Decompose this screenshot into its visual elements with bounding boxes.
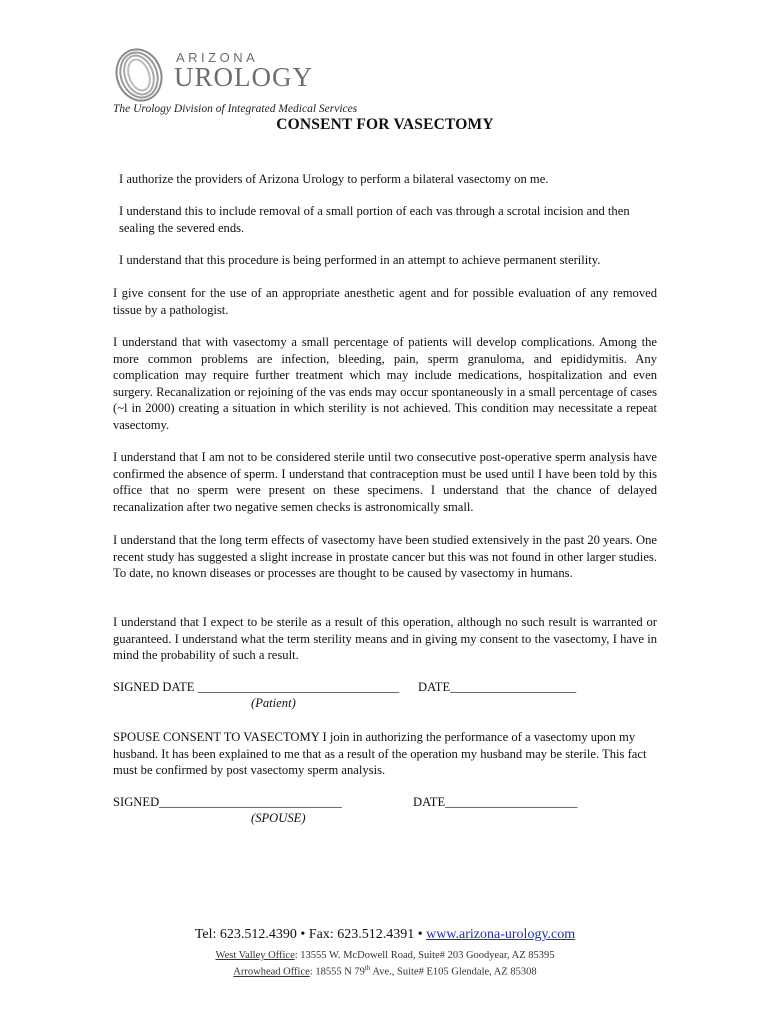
logo-arizona-text: ARIZONA — [176, 50, 259, 65]
paragraph-anesthetic: I give consent for the use of an appropriate anesthetic agent and for possible evaluation of any removed tissue by a pathologist. — [113, 286, 657, 317]
footer-contact — [0, 927, 770, 943]
footer-office-west-valley — [0, 950, 770, 961]
division-subtitle: The Urology Division of Integrated Medical Services — [113, 103, 358, 115]
paragraph-sterility: I understand that this procedure is being performed in an attempt to achieve permanent sterility. — [119, 253, 601, 267]
paragraph-long-term-effects: I understand that the long term effects of vasectomy have been studied extensively in the past 20 years. One recent study has suggested a slight increase in prostate cancer but this was not found in other larger studies. To date, no known diseases or processes are thought to be caused by vasectomy in humans. — [113, 533, 657, 581]
paragraph-expectation: I understand that I expect to be sterile as a result of this operation, although no such result is warranted or guaranteed. I understand what the term sterility means and in giving my consent to the vasectomy, I have in mind the probability of such a result. — [113, 615, 657, 663]
footer-office-arrowhead — [0, 964, 770, 978]
paragraph-sperm-analysis: I understand that I am not to be considered sterile until two consecutive post-operative sperm analysis have confirmed the absence of sperm. I understand that contraception must be used until I have been told by this office that no sperm were present on these specimens. I understand that the chance of delayed recanalization after two negative semen checks is astronomically small. — [113, 450, 657, 514]
logo-urology-text: UROLOGY — [174, 62, 313, 92]
arrowhead-office-address-a: : 18555 N 79 — [309, 966, 365, 978]
spouse-date-line[interactable]: DATE_____________________ — [413, 795, 578, 809]
paragraph-complications: I understand that with vasectomy a small percentage of patients will develop complications. Among the more common problems are infection, bleeding, pain, sperm granuloma, and epididymitis. Any complication may require further treatment which may include medications, hospitalization and even surgery. Recanalization or rejoining of the vas ends may occur spontaneously in a small percentage of cases (~l in 2000) creating a situation in which sterility is not achieved. This condition may necessitate a repeat vasectomy. — [113, 335, 657, 432]
patient-role-label: (Patient) — [251, 696, 296, 710]
west-valley-office-address: : 13555 W. McDowell Road, Suite# 203 Goodyear, AZ 85395 — [294, 950, 555, 961]
logo-swirl-icon — [108, 44, 170, 106]
spouse-role-label: (SPOUSE) — [251, 811, 306, 825]
patient-signature-line[interactable]: SIGNED DATE ________________________________ — [113, 680, 400, 694]
paragraph-removal: I understand this to include removal of a small portion of each vas through a scrotal incision and then sealing the severed ends. — [119, 204, 630, 235]
website-link[interactable]: www.arizona-urology.com — [426, 927, 576, 942]
arrowhead-office-address-b: Ave., Suite# E105 Glendale, AZ 85308 — [370, 966, 537, 978]
arizona-urology-logo — [108, 44, 313, 104]
page-title: CONSENT FOR VASECTOMY — [276, 116, 494, 133]
paragraph-authorize: I authorize the providers of Arizona Urology to perform a bilateral vasectomy on me. — [119, 172, 549, 186]
arrowhead-office-sup: th — [364, 964, 371, 972]
arrowhead-office-label: Arrowhead Office — [233, 966, 310, 978]
paragraph-spouse-consent: SPOUSE CONSENT TO VASECTOMY I join in authorizing the performance of a vasectomy upon my husband. It has been explained to me that as a result of the operation my husband may be sterile. This fact must be confirmed by post vasectomy sperm analysis. — [113, 730, 647, 778]
west-valley-office-label: West Valley Office — [215, 950, 295, 961]
footer-phone-fax: Tel: 623.512.4390 • Fax: 623.512.4391 • — [194, 927, 423, 942]
patient-date-line[interactable]: DATE____________________ — [418, 680, 577, 694]
spouse-signature-line[interactable]: SIGNED_____________________________ — [113, 795, 342, 809]
